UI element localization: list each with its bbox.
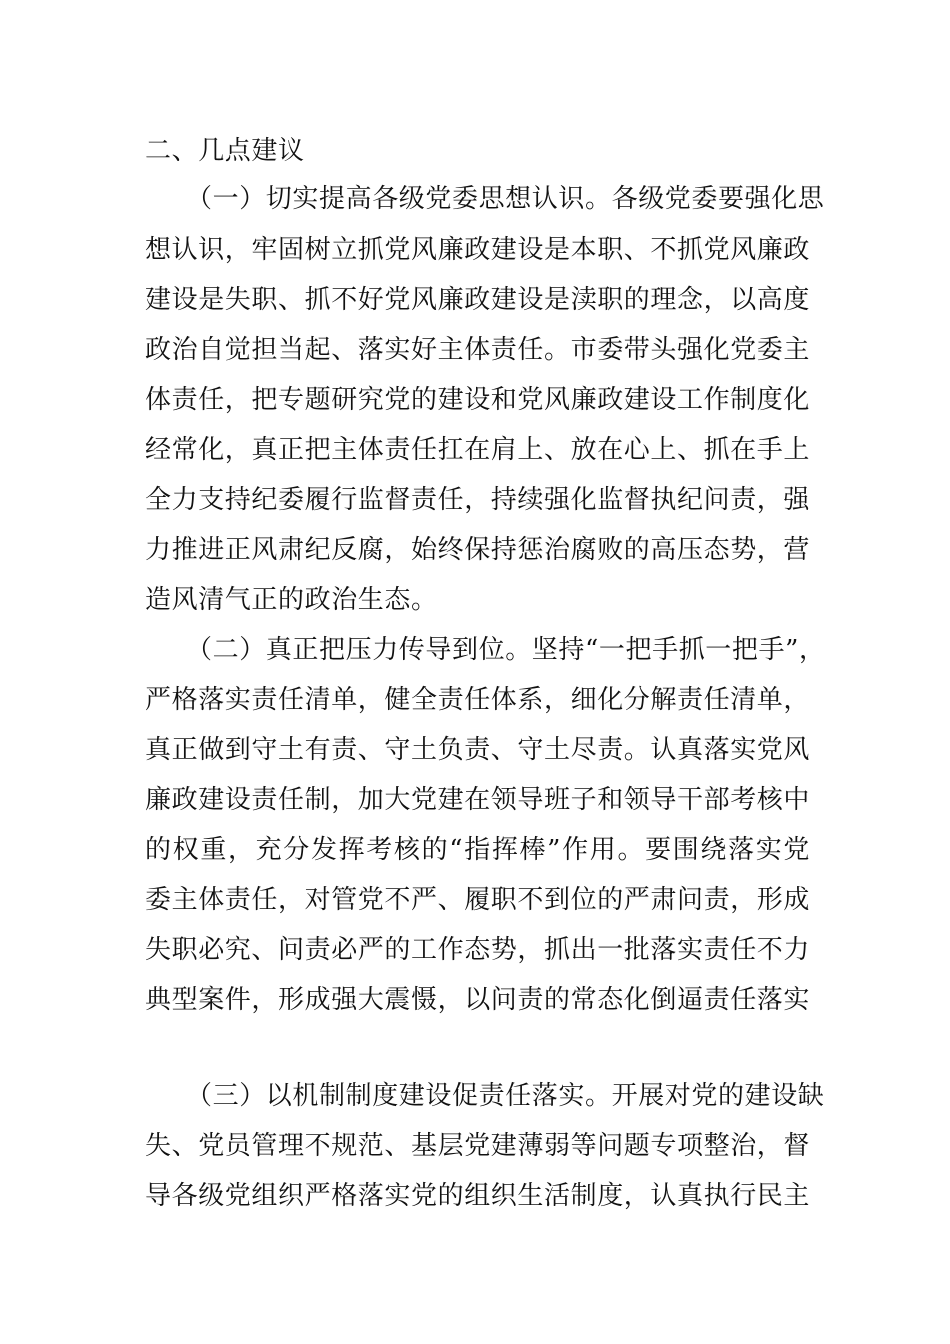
paragraph-3-line-3: 导各级党组织严格落实党的组织生活制度，认真执行民主 bbox=[145, 1181, 811, 1211]
paragraph-2-line-6: 委主体责任，对管党不严、履职不到位的严肃问责，形成 bbox=[145, 885, 811, 915]
paragraph-2-line-5: 的权重，充分发挥考核的“指挥棒”作用。要围绕落实党 bbox=[145, 835, 810, 865]
paragraph-1-line-7: 全力支持纪委履行监督责任，持续强化监督执纪问责，强 bbox=[145, 485, 811, 515]
paragraph-2-line-2: 严格落实责任清单，健全责任体系，细化分解责任清单， bbox=[145, 685, 811, 715]
paragraph-1-line-4: 政治自觉担当起、落实好主体责任。市委带头强化党委主 bbox=[145, 335, 811, 365]
paragraph-1-line-3: 建设是失职、抓不好党风廉政建设是渎职的理念，以高度 bbox=[145, 285, 811, 315]
paragraph-2-line-1: （二）真正把压力传导到位。坚持“一把手抓一把手”， bbox=[186, 635, 826, 665]
paragraph-3-line-2: 失、党员管理不规范、基层党建薄弱等问题专项整治，督 bbox=[145, 1131, 811, 1161]
paragraph-2-line-8: 典型案件，形成强大震慑，以问责的常态化倒逼责任落实 bbox=[145, 985, 811, 1015]
paragraph-1-line-1: （一）切实提高各级党委思想认识。各级党委要强化思 bbox=[186, 184, 825, 214]
paragraph-3-line-1: （三）以机制制度建设促责任落实。开展对党的建设缺 bbox=[186, 1081, 825, 1111]
paragraph-1-line-2: 想认识，牢固树立抓党风廉政建设是本职、不抓党风廉政 bbox=[145, 235, 811, 265]
paragraph-1-line-6: 经常化，真正把主体责任扛在肩上、放在心上、抓在手上 bbox=[145, 435, 811, 465]
paragraph-1-line-9: 造风清气正的政治生态。 bbox=[145, 585, 438, 615]
paragraph-2-line-7: 失职必究、问责必严的工作态势，抓出一批落实责任不力 bbox=[145, 935, 811, 965]
section-heading: 二、几点建议 bbox=[145, 136, 305, 166]
paragraph-1-line-8: 力推进正风肃纪反腐，始终保持惩治腐败的高压态势，营 bbox=[145, 535, 811, 565]
paragraph-2-line-3: 真正做到守土有责、守土负责、守土尽责。认真落实党风 bbox=[145, 735, 811, 765]
paragraph-1-line-5: 体责任，把专题研究党的建设和党风廉政建设工作制度化 bbox=[145, 385, 811, 415]
paragraph-2-line-4: 廉政建设责任制，加大党建在领导班子和领导干部考核中 bbox=[145, 785, 811, 815]
